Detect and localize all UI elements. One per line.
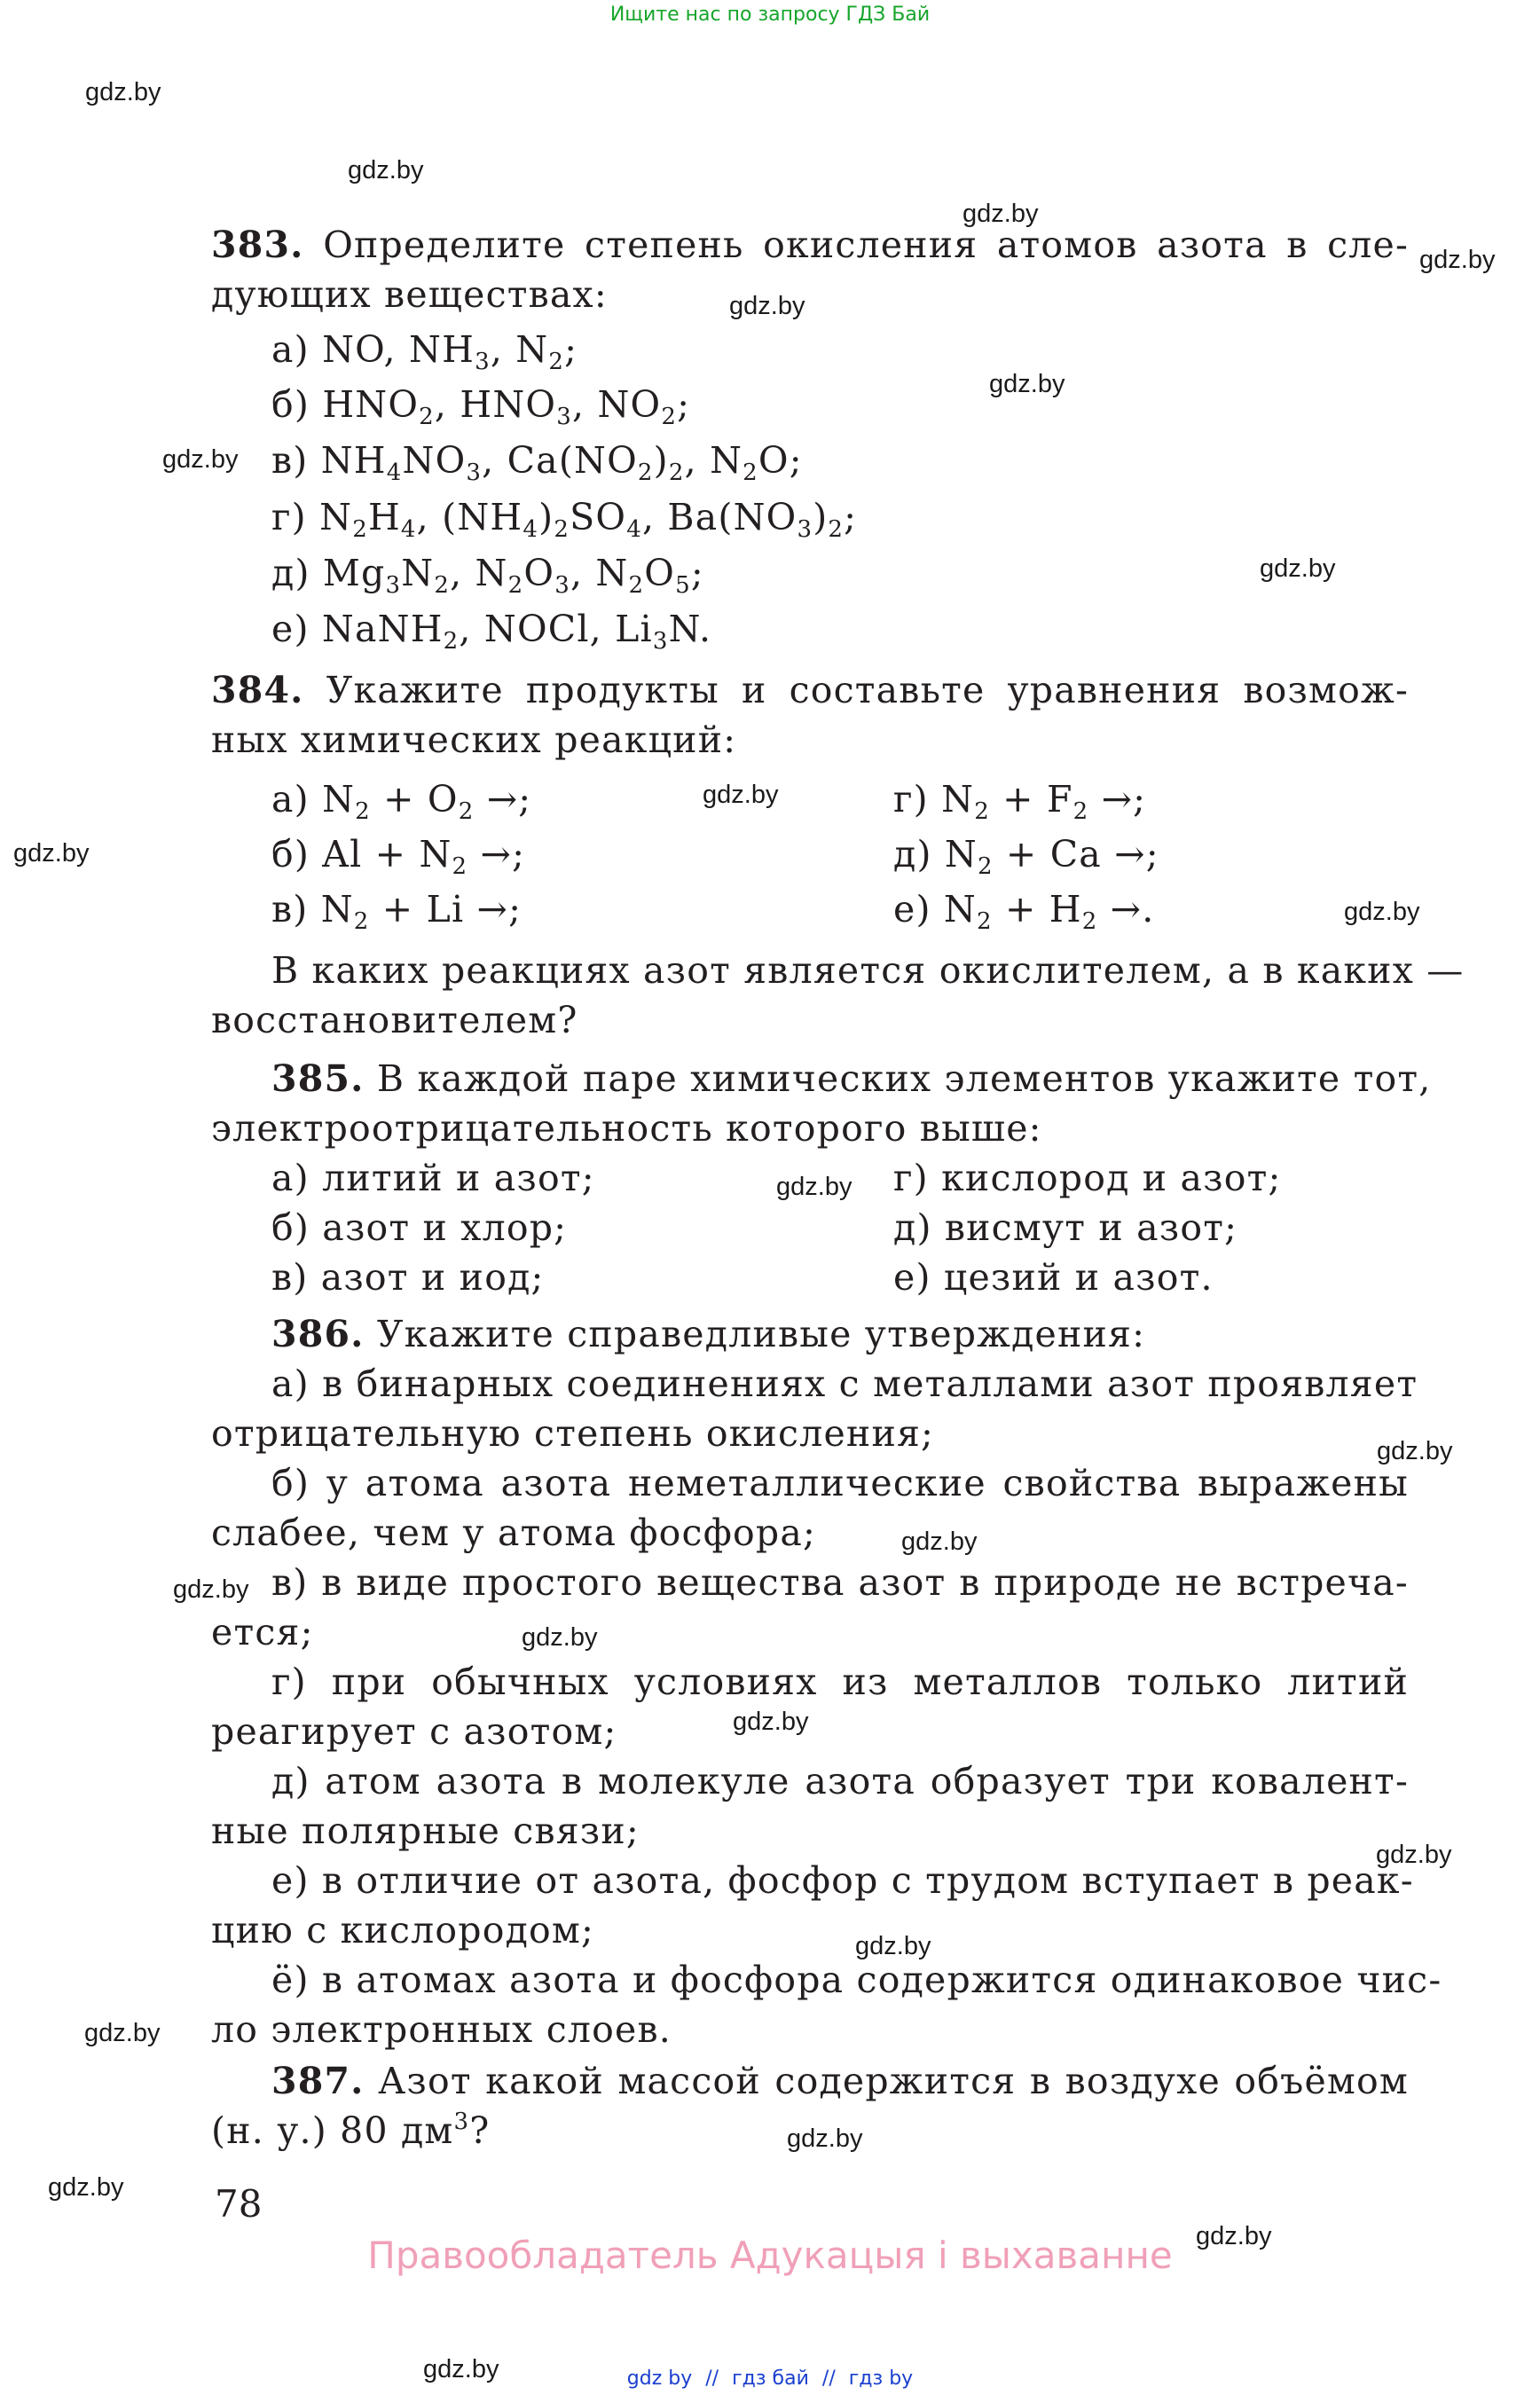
statement-g-1: г) при обычных условиях из металлов только литий: [271, 1661, 1409, 1703]
pair-b: б) азот и хлор;: [271, 1206, 568, 1249]
page-number: 78: [215, 2182, 263, 2226]
task-384-number: 384.: [211, 669, 304, 711]
footer-link[interactable]: гдз by: [848, 2368, 914, 2390]
task-387-text-1: Азот какой массой содержится в воздухе объёмом: [378, 2060, 1409, 2102]
statement-e-2: цию с кислородом;: [211, 1909, 595, 1951]
watermark: gdz.by: [48, 2173, 124, 2202]
watermark: gdz.by: [1419, 246, 1496, 274]
task-383-item-a: а) NO, $NH_3$, $N_2$;: [271, 328, 578, 375]
task-387-number: 387.: [271, 2060, 365, 2102]
watermark: gdz.by: [962, 200, 1039, 228]
statement-a-2: отрицательную степень окисления;: [211, 1412, 935, 1455]
statement-e-1: е) в отличие от азота, фосфор с трудом вступает в реак-: [271, 1859, 1414, 1902]
watermark: gdz.by: [173, 1575, 249, 1604]
watermark: gdz.by: [1377, 1437, 1453, 1465]
task-384-text-2: ных химических реакций:: [211, 719, 737, 761]
task-383-item-d: г) $N_2H_4$, $(NH_4)_2SO_4$, $Ba(NO_3)_2$;: [271, 496, 858, 543]
reaction-v: в) $N_2 + Li$ →;: [271, 888, 522, 935]
top-banner[interactable]: Ищите нас по запросу ГДЗ Бай: [609, 4, 931, 26]
watermark: gdz.by: [1344, 898, 1420, 926]
watermark: gdz.by: [776, 1173, 852, 1201]
watermark: gdz.by: [84, 2019, 161, 2047]
task-383-text-2: дующих веществах:: [211, 273, 608, 316]
task-383-item-e: д) $Mg_3N_2$, $N_2O_3$, $N_2O_5$;: [271, 552, 704, 599]
statement-v-1: в) в виде простого вещества азот в природе не встреча-: [271, 1561, 1409, 1604]
watermark: gdz.by: [1196, 2222, 1272, 2250]
task-387-line-1: [271, 2058, 1409, 2104]
footer-links: [0, 2368, 1540, 2390]
reaction-a: а) $N_2 + O_2$ →;: [271, 778, 532, 825]
pair-a: а) литий и азот;: [271, 1157, 595, 1199]
statement-g-2: реагирует с азотом;: [211, 1710, 617, 1753]
watermark: gdz.by: [1260, 554, 1336, 583]
reaction-e: е) $N_2 + H_2$ →.: [893, 888, 1155, 935]
statement-v-2: ется;: [211, 1611, 314, 1653]
statement-a-1: а) в бинарных соединениях с металлами азот проявляет: [271, 1362, 1418, 1405]
footer-separator: //: [821, 2368, 836, 2390]
watermark: gdz.by: [787, 2124, 863, 2153]
statement-d-2: ные полярные связи;: [211, 1810, 640, 1852]
pair-g: г) кислород и азот;: [893, 1157, 1282, 1199]
statement-b-2: слабее, чем у атома фосфора;: [211, 1512, 816, 1554]
task-386-line-1: [271, 1311, 1145, 1357]
task-385-line-1: [271, 1056, 1432, 1102]
statement-b-1: б) у атома азота неметаллические свойства выражены: [271, 1462, 1409, 1504]
task-384-text-1: Укажите продукты и составьте уравнения возмож-: [326, 669, 1409, 711]
task-383-text-1: Определите степень окисления атомов азота в сле-: [323, 224, 1410, 266]
watermark: gdz.by: [729, 292, 805, 320]
task-386-text: Укажите справедливые утверждения:: [376, 1313, 1146, 1355]
task-384-question-2: восстановителем?: [211, 999, 578, 1041]
task-386-number: 386.: [271, 1313, 365, 1355]
task-383-item-b: б) $HNO_2$, $HNO_3$, $NO_2$;: [271, 383, 691, 430]
watermark: gdz.by: [13, 839, 90, 868]
pair-v: в) азот и иод;: [271, 1256, 545, 1299]
task-384-line-1: [211, 667, 1409, 713]
footer-link[interactable]: гдз бай: [732, 2368, 809, 2390]
rights-holder: Правообладатель Адукацыя і выхаванне: [367, 2234, 1173, 2277]
task-385-text-1: В каждой паре химических элементов укажите тот,: [376, 1057, 1432, 1100]
reaction-g: г) $N_2 + F_2$ →;: [893, 778, 1147, 825]
task-385-number: 385.: [271, 1057, 365, 1100]
footer-separator: //: [705, 2368, 719, 2390]
task-384-question-1: В каких реакциях азот является окислителем, а в каких —: [271, 949, 1465, 992]
watermark: gdz.by: [901, 1527, 978, 1556]
footer-link[interactable]: gdz by: [626, 2368, 693, 2390]
task-385-text-2: электроотрицательность которого выше:: [211, 1107, 1042, 1150]
pair-e: е) цезий и азот.: [893, 1256, 1214, 1299]
statement-yo-1: ё) в атомах азота и фосфора содержится одинаковое чис-: [271, 1959, 1442, 2001]
watermark: gdz.by: [522, 1623, 598, 1652]
statement-yo-2: ло электронных слоев.: [211, 2008, 672, 2051]
watermark: gdz.by: [855, 1932, 931, 1960]
pair-d: д) висмут и азот;: [893, 1206, 1238, 1249]
watermark: gdz.by: [703, 781, 779, 809]
task-383-item-f: е) NaNH$_2$, NOCl, $Li_3N$.: [271, 608, 712, 655]
watermark: gdz.by: [162, 445, 239, 474]
task-387-text-2: (н. у.) 80 $дм^3$?: [211, 2109, 491, 2152]
task-383-item-c: в) $NH_4NO_3$, $Ca(NO_2)_2$, $N_2O$;: [271, 439, 803, 486]
reaction-b: б) $Al + N_2$ →;: [271, 833, 526, 880]
watermark: gdz.by: [85, 78, 161, 106]
reaction-d: д) $N_2 + Ca$ →;: [893, 833, 1159, 880]
watermark: gdz.by: [423, 2355, 499, 2383]
task-383-line-1: [211, 222, 1409, 268]
statement-d-1: д) атом азота в молекуле азота образует три ковалент-: [271, 1760, 1409, 1802]
watermark: gdz.by: [348, 156, 424, 185]
watermark: gdz.by: [989, 370, 1065, 398]
watermark: gdz.by: [1376, 1841, 1452, 1869]
watermark: gdz.by: [733, 1708, 809, 1736]
task-383-number: 383.: [211, 224, 304, 266]
